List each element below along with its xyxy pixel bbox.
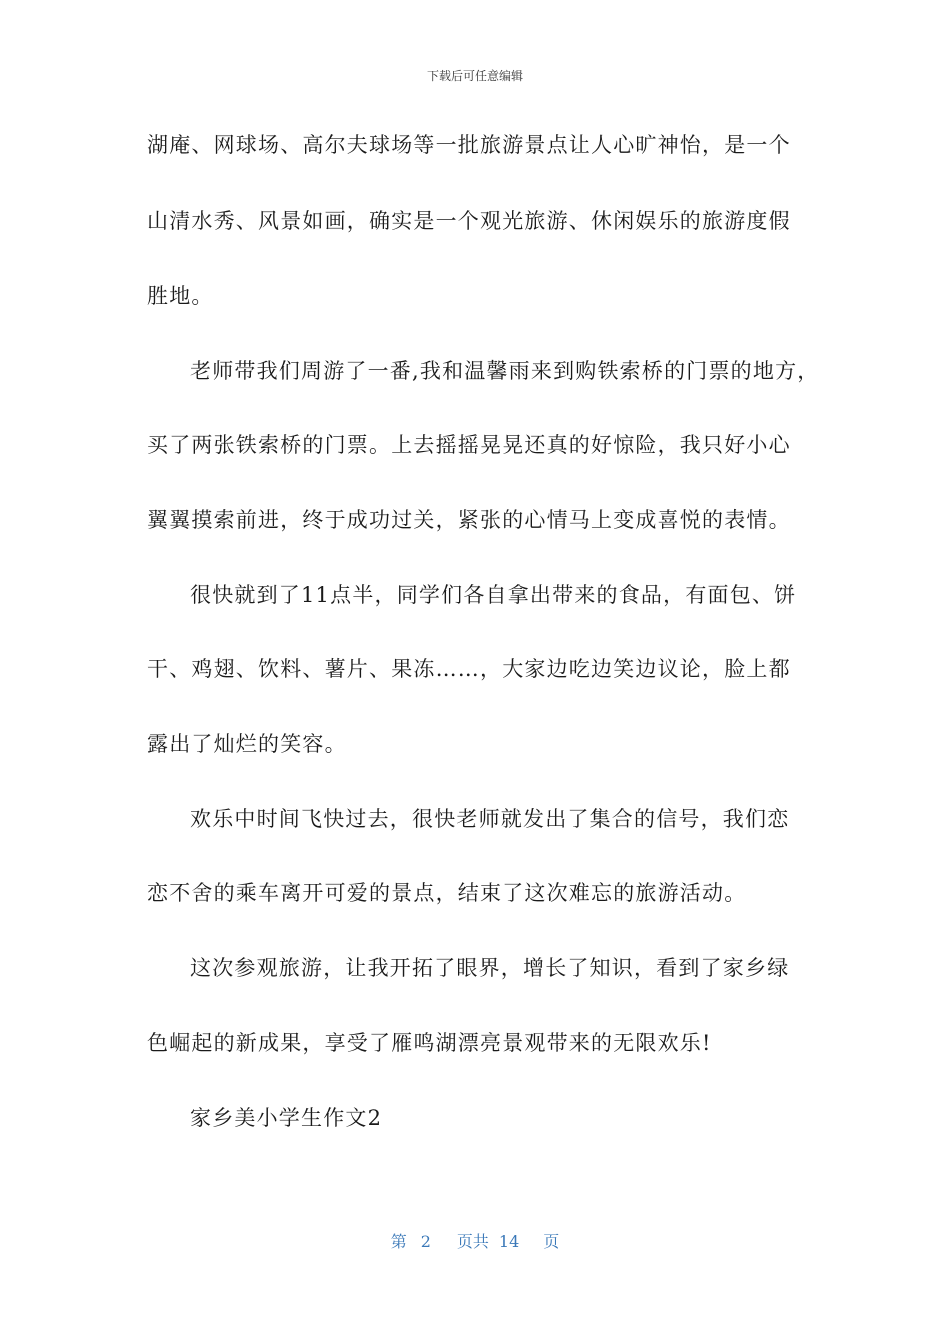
current-page-number: 2 bbox=[420, 1232, 431, 1251]
body-line: 湖庵、网球场、高尔夫球场等一批旅游景点让人心旷神怡，是一个 bbox=[147, 133, 791, 157]
body-line: 山清水秀、风景如画，确实是一个观光旅游、休闲娱乐的旅游度假 bbox=[147, 209, 791, 233]
paragraph-start-line: 欢乐中时间飞快过去，很快老师就发出了集合的信号，我们恋 bbox=[190, 807, 790, 831]
body-line: 买了两张铁索桥的门票。上去摇摇晃晃还真的好惊险，我只好小心 bbox=[147, 433, 791, 457]
paragraph-start-line: 老师带我们周游了一番,我和温馨雨来到购铁索桥的门票的地方， bbox=[190, 359, 820, 383]
body-line: 色崛起的新成果，享受了雁鸣湖漂亮景观带来的无限欢乐! bbox=[147, 1031, 712, 1055]
page-footer bbox=[0, 1229, 950, 1252]
footer-prefix: 第 bbox=[390, 1232, 407, 1251]
footer-suffix: 页 bbox=[543, 1232, 560, 1251]
body-line: 胜地。 bbox=[147, 284, 214, 308]
body-line: 干、鸡翅、饮料、薯片、果冻……，大家边吃边笑边议论，脸上都 bbox=[147, 657, 791, 681]
paragraph-start-line: 这次参观旅游，让我开拓了眼界，增长了知识，看到了家乡绿 bbox=[190, 956, 790, 980]
page-header: 下载后可任意编辑 bbox=[426, 69, 523, 83]
footer-middle: 页共 bbox=[456, 1232, 489, 1251]
body-line: 恋不舍的乘车离开可爱的景点，结束了这次难忘的旅游活动。 bbox=[147, 881, 747, 905]
section-heading: 家乡美小学生作文2 bbox=[190, 1106, 383, 1130]
body-line: 翼翼摸索前进，终于成功过关，紧张的心情马上变成喜悦的表情。 bbox=[147, 508, 791, 532]
body-line: 露出了灿烂的笑容。 bbox=[147, 732, 347, 756]
total-pages-number: 14 bbox=[498, 1232, 520, 1251]
paragraph-start-line: 很快就到了11点半，同学们各自拿出带来的食品，有面包、饼 bbox=[190, 583, 797, 607]
